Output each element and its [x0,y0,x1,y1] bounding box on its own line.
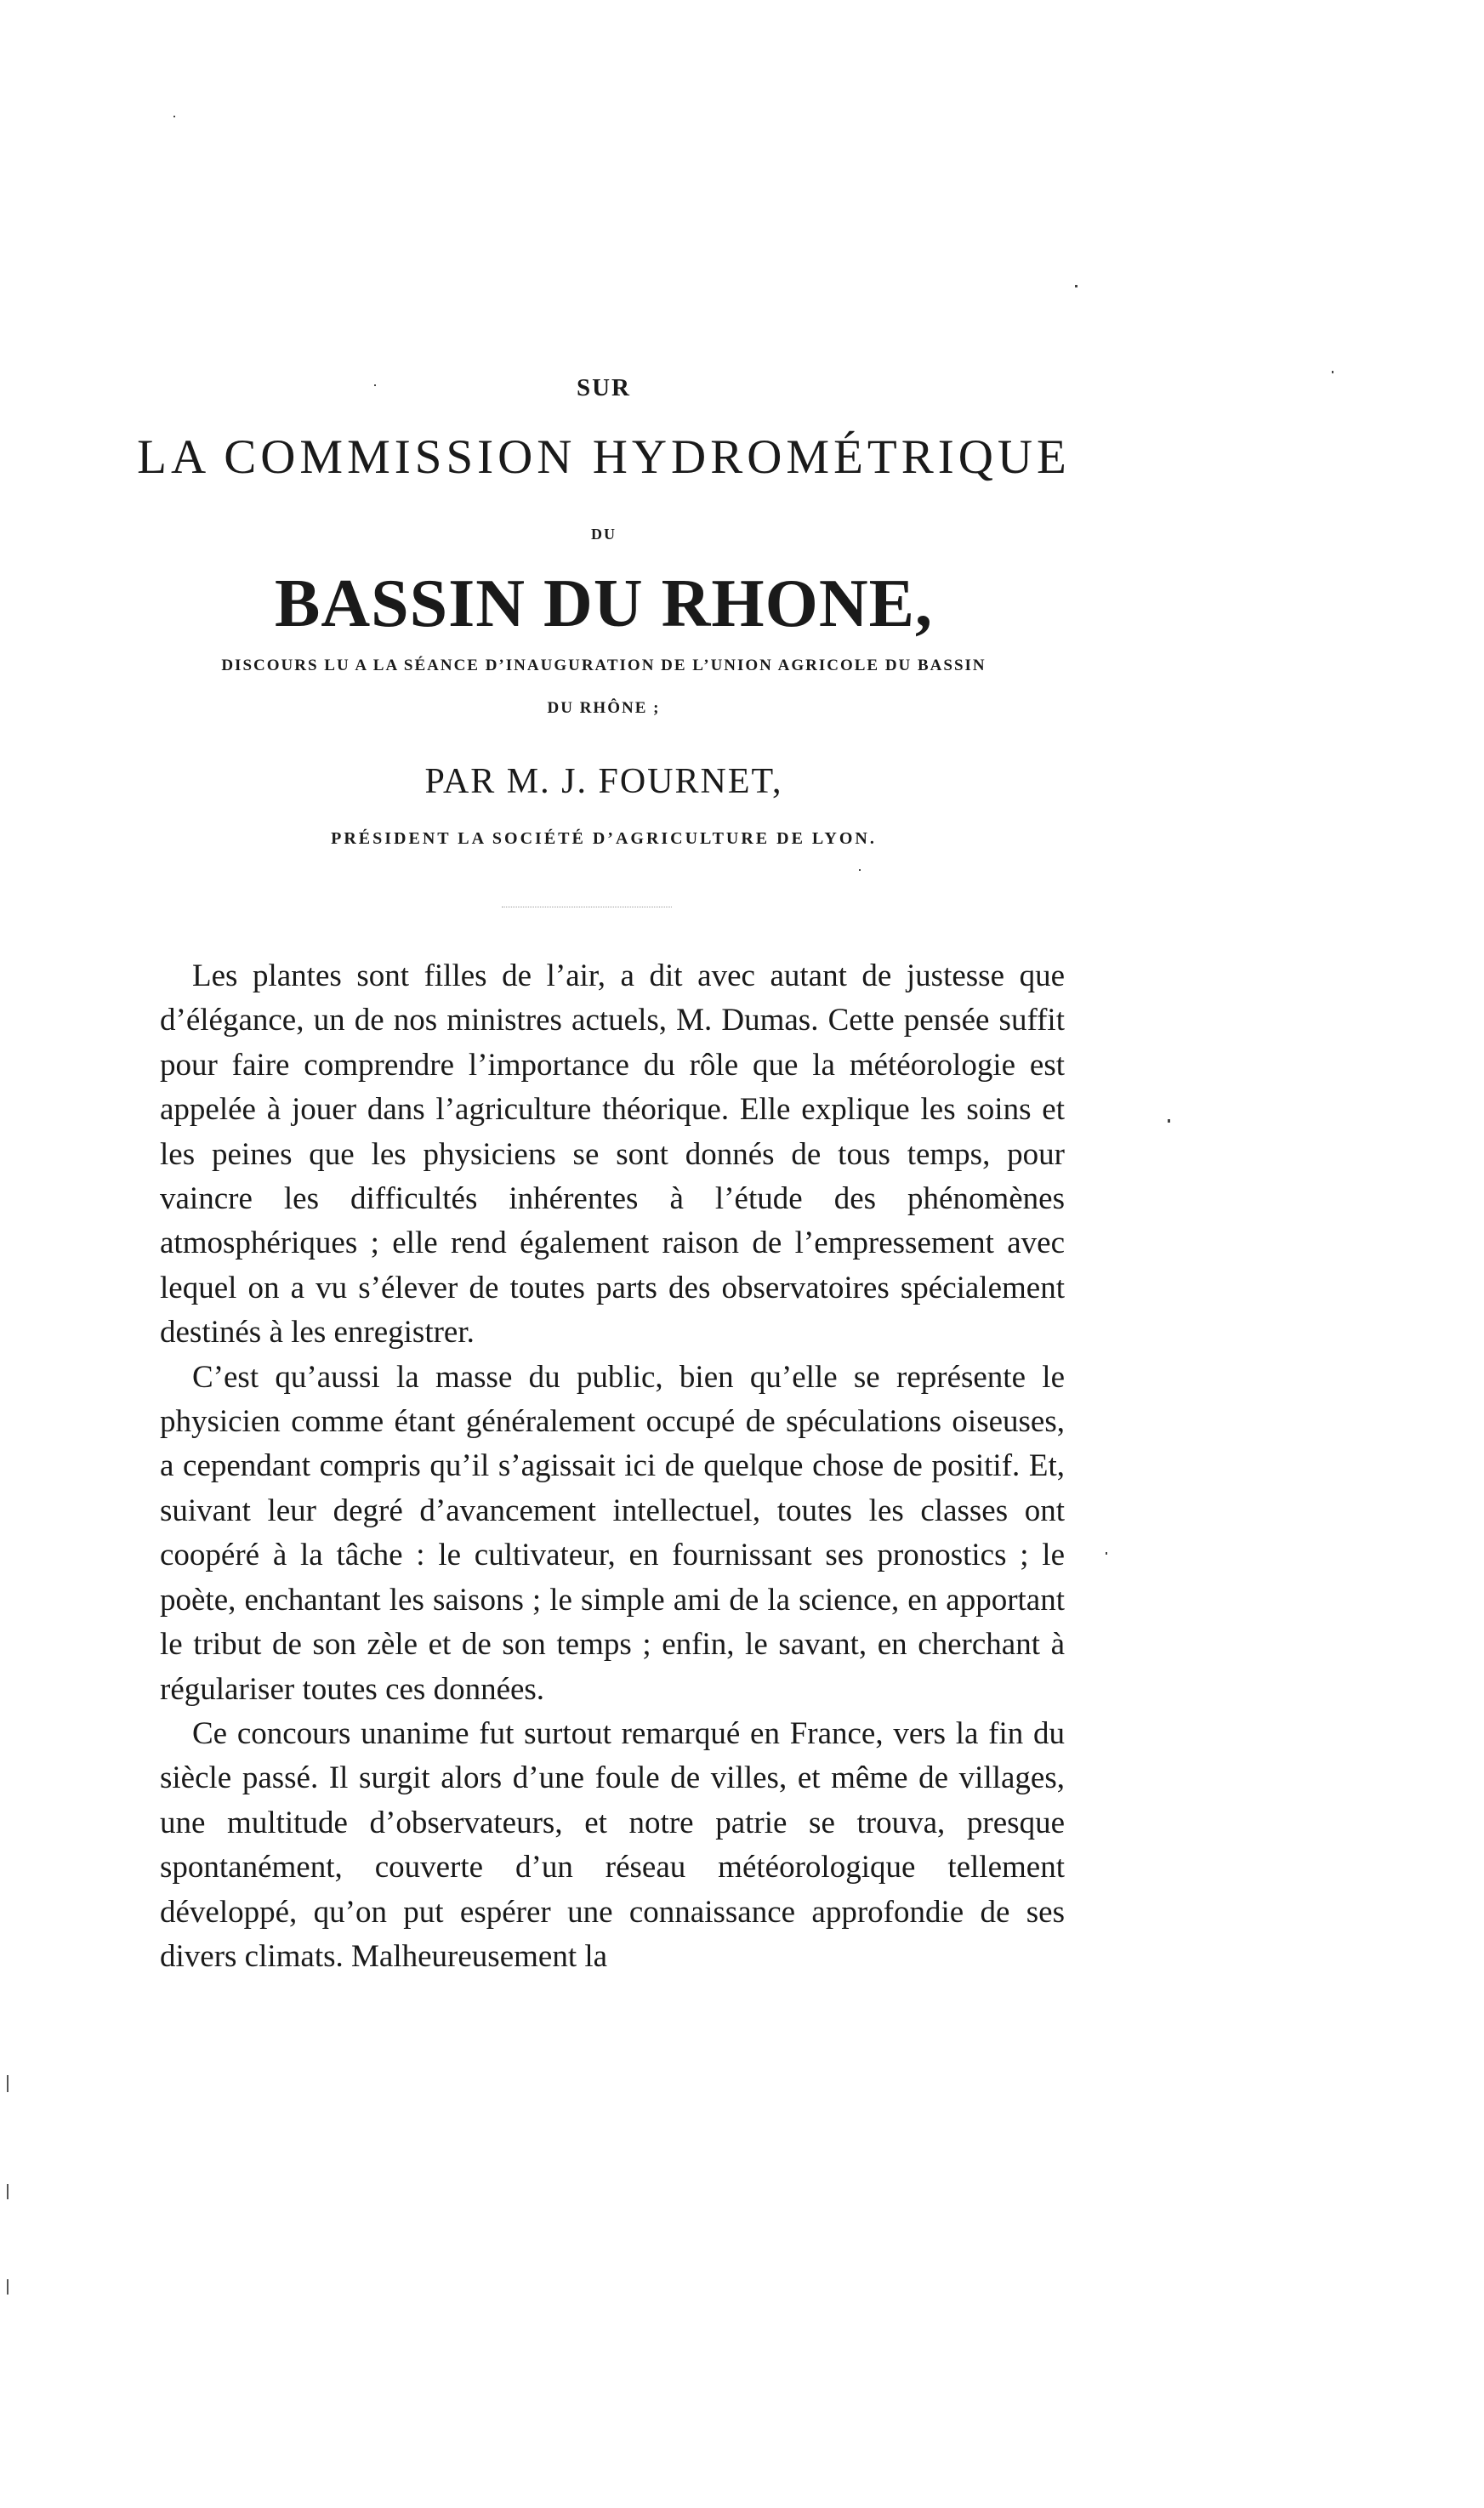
scan-edge-mark [7,2279,9,2295]
scan-edge-mark [7,2075,9,2092]
paragraph: Ce concours unanime fut surtout remarqué en France, vers la fin du siècle passé. Il surgit alors d’une foule de villes, et même de villages, une multitude d’observateurs, et notre patrie se trouva, presque spontanément, couverte d’un réseau météorologique tellement développé, qu’on put espérer une connaissance approfondie de ses divers climats. Malheureusement la [160,1715,1065,1974]
page-title: BASSIN DU RHONE, [275,566,933,641]
paragraph: C’est qu’aussi la masse du public, bien qu’elle se représente le physicien comme étant généralement occupé de spéculations oiseuses, a cependant compris qu’il s’agissait ici de quelque chose de positif. Et, suivant leur degré d’avancement intellectuel, toutes les classes ont coopéré à la tâche : le cultivateur, en fournissant ses pronostics ; le poète, enchantant les saisons ; le simple ami de la science, en apportant le tribut de son zèle et de son temps ; enfin, le savant, en cherchant à régulariser toutes ces données. [160,1359,1065,1707]
subtitle-line-1: DISCOURS LU A LA SÉANCE D’INAUGURATION DE L’UNION AGRICOLE DU BASSIN [221,657,986,674]
author-line: PAR M. J. FOURNET, [424,762,783,801]
body-text [160,954,1065,1979]
heading-du: DU [591,526,617,543]
heading-commission: LA COMMISSION HYDROMÉTRIQUE [137,430,1071,484]
subtitle-line-2: DU RHÔNE ; [547,699,661,717]
heading-sur: SUR [576,374,631,401]
author-title: PRÉSIDENT LA SOCIÉTÉ D’AGRICULTURE DE LYON. [331,829,877,848]
scan-edge-mark [7,2184,9,2199]
paragraph: Les plantes sont filles de l’air, a dit avec autant de justesse que d’élégance, un de nos ministres actuels, M. Dumas. Cette pensée suffit pour faire comprendre l’importance du rôle que la météorologie est appelée à jouer dans l’agriculture théorique. Elle explique les soins et les peines que les physiciens se sont donnés de tous temps, pour vaincre les difficultés inhérentes à l’étude des phénomènes atmosphériques ; elle rend également raison de l’empressement avec lequel on a vu s’élever de toutes parts des observatoires spécialement destinés à les enregistrer. [160,958,1065,1351]
